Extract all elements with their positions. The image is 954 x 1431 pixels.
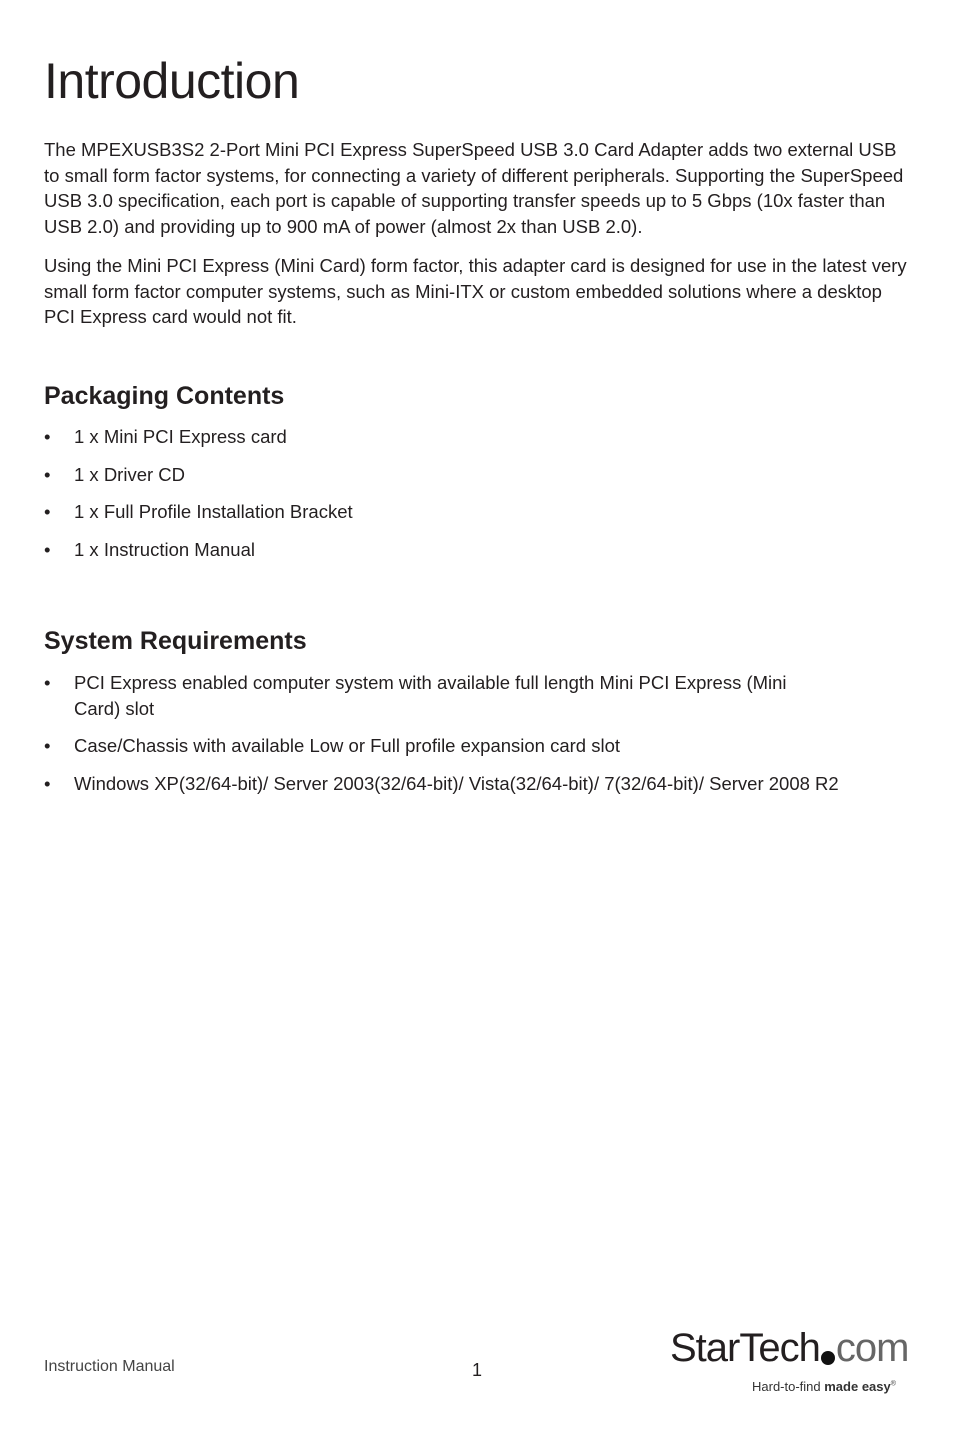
- list-item: • Case/Chassis with available Low or Full profile expansion card slot: [44, 735, 621, 756]
- intro-paragraph-1: The MPEXUSB3S2 2-Port Mini PCI Express SuperSpeed USB 3.0 Card Adapter adds two external USB to small form factor systems, for connecting a variety of different peripherals. Supporting the SuperSpeed USB 3.0 specification, each port is capable of supporting transfer speeds up to 5 Gbps (10x faster than USB 2.0) and providing up to 900 mA of power (almost 2x than USB 2.0).: [44, 139, 904, 237]
- packaging-heading: Packaging Contents: [44, 382, 285, 410]
- list-item: • PCI Express enabled computer system with available full length Mini PCI Express (Mini Card) slot: [44, 672, 787, 719]
- requirements-list: [44, 670, 839, 808]
- list-item: • 1 x Mini PCI Express card: [44, 426, 287, 447]
- page-number: 1: [472, 1360, 483, 1380]
- logo-tagline: Hard-to-find made easy®: [752, 1379, 896, 1394]
- packaging-list: [44, 424, 924, 574]
- list-item: • Windows XP(32/64-bit)/ Server 2003(32/64-bit)/ Vista(32/64-bit)/ 7(32/64-bit)/ Server 2008 R2: [44, 772, 839, 794]
- intro-paragraph-2: Using the Mini PCI Express (Mini Card) form factor, this adapter card is designed for use in the latest very small form factor computer systems, such as Mini-ITX or custom embedded solutions where a desktop PCI Express card would not fit.: [44, 255, 907, 327]
- requirements-heading: System Requirements: [44, 627, 307, 655]
- startech-logo: StarTech com: [670, 1326, 909, 1370]
- list-item: • 1 x Driver CD: [44, 463, 186, 485]
- page-title: Introduction: [44, 53, 300, 109]
- footer-label: Instruction Manual: [44, 1358, 175, 1375]
- list-item: • 1 x Instruction Manual: [44, 538, 255, 560]
- list-item: • 1 x Full Profile Installation Bracket: [44, 501, 353, 522]
